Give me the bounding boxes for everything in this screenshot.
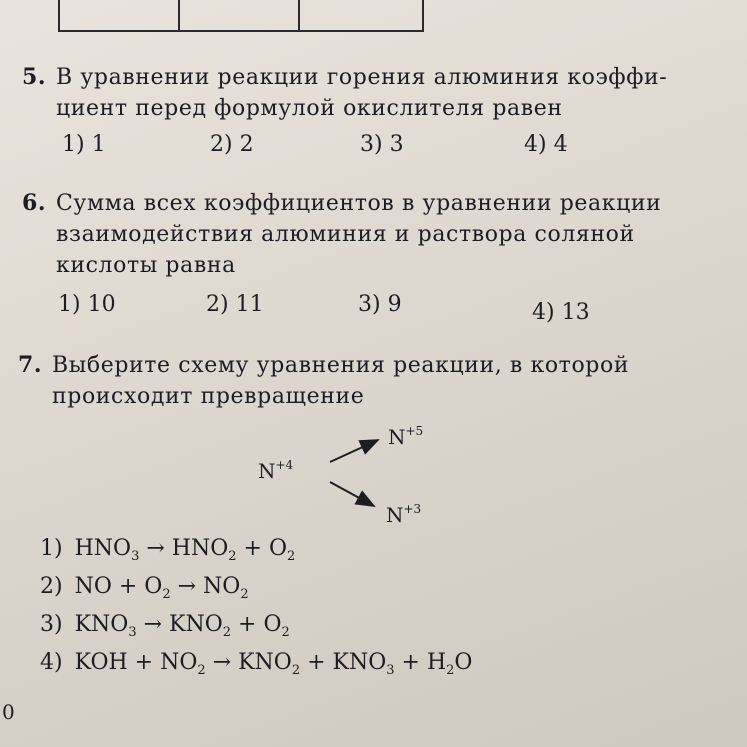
subscript: 3 [128,625,137,640]
formula-part: + H [394,650,447,675]
option[interactable]: 3) 3 [360,132,404,157]
equation-option[interactable] [40,534,472,572]
page-number: 0 [2,700,15,724]
subscript: 2 [222,625,232,640]
arrow-up-icon [330,440,378,462]
formula-part: → KNO [205,650,292,675]
question-number: 5. [22,64,47,90]
subscript: 2 [281,625,290,640]
option[interactable]: 1) 10 [58,292,116,317]
option[interactable]: 3) 9 [358,292,402,317]
question-7 [18,350,717,412]
question-6 [22,188,717,281]
arrow-down-icon [330,482,374,506]
subscript: 3 [386,663,395,678]
formula-part: + O [231,612,282,637]
nitrogen-plus5: $N^{+5}$ [388,424,424,449]
option-number: 1) [40,536,63,561]
equation-option[interactable] [40,572,472,610]
equation-option[interactable] [40,610,472,648]
option[interactable]: 1) 1 [62,132,106,157]
subscript: 2 [446,663,455,678]
subscript: 2 [162,587,171,602]
option[interactable]: 2) 2 [210,132,254,157]
formula-part: → KNO [136,612,223,637]
subscript: 2 [240,587,249,602]
formula-part: KOH + NO [74,650,198,675]
formula-part: → HNO [139,536,229,561]
option-number: 4) [40,650,63,675]
option-number: 2) [40,574,63,599]
question-text: взаимодействия алюминия и раствора соляной [56,222,635,247]
subscript: 2 [291,663,301,678]
option[interactable]: 4) 13 [532,300,590,325]
formula-part: → NO [170,574,241,599]
subscript: 2 [228,549,237,564]
diagram-arrows [250,420,450,530]
table-fragment [58,0,424,32]
option[interactable]: 4) 4 [524,132,568,157]
question-text: циент перед формулой окислителя равен [56,96,563,121]
oxidation-state-diagram [250,420,450,530]
question-text: В уравнении реакции горения алюминия коэффи- [56,65,668,90]
option-number: 3) [40,612,63,637]
formula-part: + KNO [300,650,387,675]
table-divider [298,0,300,30]
formula-part: + O [236,536,288,561]
formula-part: NO + O [74,574,163,599]
nitrogen-plus3: $N^{+3}$ [386,502,422,527]
subscript: 3 [131,549,140,564]
question-text: кислоты равна [56,253,236,278]
equation-option[interactable] [40,648,472,686]
answer-options-7 [40,534,472,686]
question-5 [22,62,717,124]
question-text: Сумма всех коэффициентов в уравнении реакции [56,191,662,216]
question-number: 7. [18,352,43,378]
formula-part: KNO [74,612,129,637]
nitrogen-plus4: $N^{+4}$ [258,458,294,483]
formula-part: O [454,650,473,675]
question-text: происходит превращение [52,384,365,409]
formula-part: HNO [74,536,132,561]
subscript: 2 [197,663,206,678]
option[interactable]: 2) 11 [206,292,264,317]
question-number: 6. [22,190,47,216]
table-divider [178,0,180,30]
question-text: Выберите схему уравнения реакции, в которой [52,353,630,378]
subscript: 2 [287,549,296,564]
